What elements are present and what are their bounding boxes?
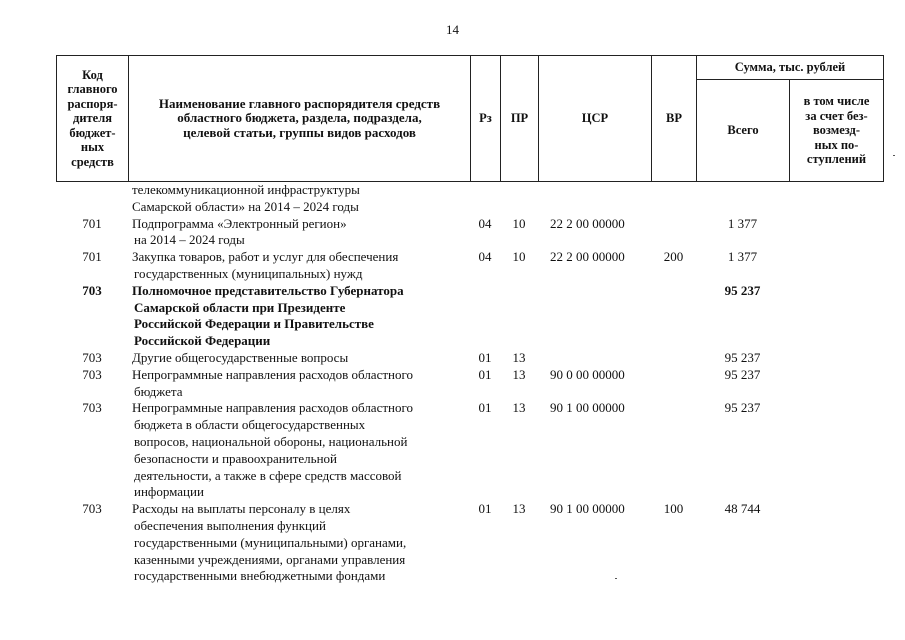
cell-code: 703: [82, 400, 102, 416]
name-line: бюджета: [134, 383, 183, 399]
cell-total: 95 237: [724, 400, 761, 416]
scan-mark: [615, 578, 617, 579]
cell-name: [128, 400, 470, 501]
cell-rz: 04: [478, 215, 492, 231]
cell-total: 95 237: [724, 349, 761, 365]
cell-pr: 13: [512, 400, 526, 416]
cell-rz: 04: [478, 249, 492, 265]
name-line: Непрограммные направления расходов областного: [132, 366, 413, 382]
cell-incl: [789, 216, 883, 250]
name-line: обеспечения выполнения функций: [134, 517, 326, 533]
cell-name: [128, 182, 470, 216]
cell-code: 701: [82, 215, 102, 231]
cell-csr: 90 0 00 00000: [550, 366, 625, 382]
cell-csr: [538, 350, 651, 367]
name-line: Непрограммные направления расходов областного: [132, 400, 413, 416]
cell-rz: 01: [478, 501, 492, 517]
name-line: на 2014 – 2024 годы: [134, 232, 245, 248]
budget-table: [56, 182, 883, 585]
table-row: [56, 400, 883, 501]
cell-total: 48 744: [724, 501, 761, 517]
cell-incl: [789, 249, 883, 283]
table-row: [56, 501, 883, 585]
table-row: [56, 350, 883, 367]
name-line: Российской Федерации: [134, 333, 271, 349]
cell-incl: [789, 182, 883, 216]
cell-rz: 01: [478, 366, 492, 382]
cell-name: [128, 216, 470, 250]
name-line: государственными внебюджетными фондами: [134, 568, 386, 584]
cell-vr: [651, 400, 696, 501]
header-sum: Сумма, тыс. рублей: [697, 56, 884, 80]
cell-incl: [789, 400, 883, 501]
cell-total: 1 377: [727, 249, 758, 265]
cell-csr: [538, 182, 651, 216]
cell-total: [696, 182, 789, 216]
name-line: телекоммуникационной инфраструктуры: [132, 182, 360, 197]
cell-code: 701: [82, 249, 102, 265]
cell-incl: [789, 350, 883, 367]
cell-incl: [789, 367, 883, 401]
cell-rz: 01: [478, 349, 492, 365]
cell-vr: 200: [663, 249, 684, 265]
cell-vr: 100: [663, 501, 684, 517]
cell-incl: [789, 283, 883, 350]
header-total: Всего: [697, 80, 790, 182]
cell-pr: [500, 182, 538, 216]
name-line: государственными (муниципальными) органами,: [134, 534, 407, 550]
name-line: Полномочное представительство Губернатора: [132, 282, 404, 298]
cell-pr: 10: [512, 215, 526, 231]
cell-vr: [651, 367, 696, 401]
table-row: [56, 249, 883, 283]
table-row: [56, 216, 883, 250]
cell-vr: [651, 350, 696, 367]
cell-pr: 13: [512, 366, 526, 382]
name-line: деятельности, а также в сфере средств массовой: [134, 467, 402, 483]
page-number: 14: [446, 22, 459, 37]
cell-csr: 22 2 00 00000: [550, 249, 625, 265]
cell-csr: [538, 283, 651, 350]
cell-vr: [651, 283, 696, 350]
name-line: безопасности и правоохранительной: [134, 450, 337, 466]
cell-code: [56, 182, 128, 216]
cell-code: 703: [82, 501, 102, 517]
cell-name: [128, 249, 470, 283]
cell-code: 703: [82, 366, 102, 382]
cell-total: 1 377: [727, 215, 758, 231]
table-header: [56, 55, 884, 182]
header-rz: Рз: [471, 56, 501, 182]
name-line: Другие общегосударственные вопросы: [132, 349, 349, 365]
scan-mark: [893, 155, 895, 156]
cell-rz: 01: [478, 400, 492, 416]
cell-name: [128, 350, 470, 367]
header-code: Код главного распоря- дителя бюджет- ных средств: [57, 56, 129, 182]
header-incl: в том числе за счет без- возмезд- ных по- ступлений: [790, 80, 884, 182]
name-line: Самарской области» на 2014 – 2024 годы: [132, 198, 359, 214]
cell-csr: 90 1 00 00000: [550, 400, 625, 416]
table-row: [56, 283, 883, 350]
cell-total: 95 237: [724, 282, 761, 298]
name-line: бюджета в области общегосударственных: [134, 417, 366, 433]
cell-pr: 13: [512, 501, 526, 517]
cell-vr: [651, 216, 696, 250]
name-line: Российской Федерации и Правительстве: [134, 316, 374, 332]
header-name: Наименование главного распорядителя средств областного бюджета, раздела, подраздела, целевой статьи, группы видов расходов: [129, 56, 471, 182]
name-line: Закупка товаров, работ и услуг для обеспечения: [132, 249, 399, 265]
cell-rz: [470, 283, 500, 350]
cell-pr: [500, 283, 538, 350]
name-line: казенными учреждениями, органами управления: [134, 551, 406, 567]
cell-code: 703: [82, 282, 102, 298]
name-line: государственных (муниципальных) нужд: [134, 265, 363, 281]
header-pr: ПР: [501, 56, 539, 182]
name-line: Подпрограмма «Электронный регион»: [132, 215, 347, 231]
cell-incl: [789, 501, 883, 585]
name-line: Самарской области при Президенте: [134, 299, 346, 315]
cell-name: [128, 501, 470, 585]
cell-name: [128, 283, 470, 350]
cell-pr: 13: [512, 349, 526, 365]
cell-pr: 10: [512, 249, 526, 265]
name-line: информации: [134, 484, 204, 500]
cell-vr: [651, 182, 696, 216]
name-line: Расходы на выплаты персоналу в целях: [132, 501, 351, 517]
table-row: [56, 367, 883, 401]
cell-code: 703: [82, 349, 102, 365]
header-vr: ВР: [652, 56, 697, 182]
name-line: вопросов, национальной обороны, национальной: [134, 433, 408, 449]
cell-name: [128, 367, 470, 401]
cell-csr: 22 2 00 00000: [550, 215, 625, 231]
header-csr: ЦСР: [539, 56, 652, 182]
cell-csr: 90 1 00 00000: [550, 501, 625, 517]
cell-total: 95 237: [724, 366, 761, 382]
table-row: [56, 182, 883, 216]
cell-rz: [470, 182, 500, 216]
